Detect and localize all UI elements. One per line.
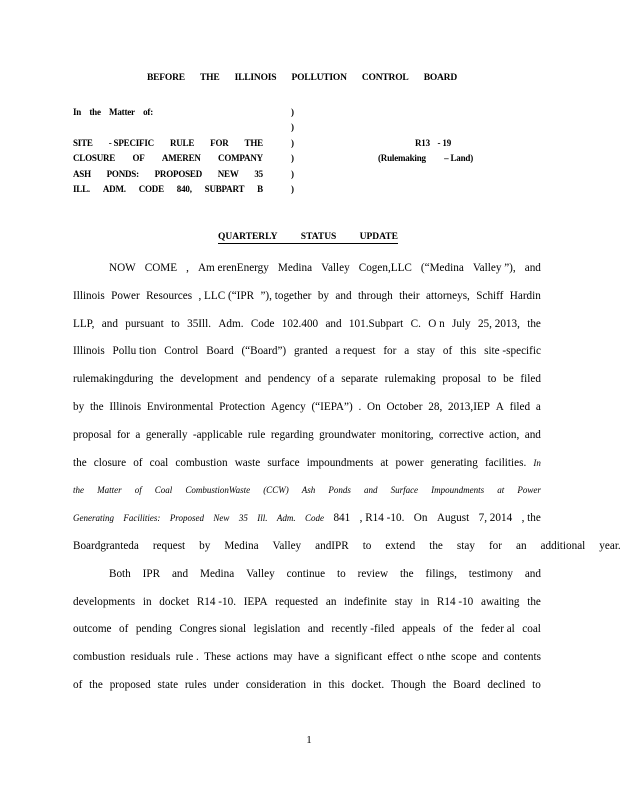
body-word: this xyxy=(328,678,345,691)
body-word: R14 -10 xyxy=(436,595,474,608)
body-word: andIPR xyxy=(315,539,349,552)
caption-title xyxy=(73,169,263,179)
caption-word: RULE xyxy=(169,137,195,148)
body-word: testimony xyxy=(468,567,513,580)
body-word: Impoundments xyxy=(431,485,485,496)
caption-paren: ) xyxy=(291,168,294,179)
body-word: state xyxy=(157,678,179,691)
body-word: rules xyxy=(184,678,207,691)
caption-word: the xyxy=(89,107,101,117)
body-word: to xyxy=(171,317,180,330)
body-word: their xyxy=(399,289,420,302)
caption-word: Matter xyxy=(109,107,135,117)
body-word: COME xyxy=(144,262,178,274)
body-word: R14 -10. xyxy=(196,595,236,608)
body-word: the xyxy=(159,373,174,386)
body-word: at xyxy=(380,456,389,469)
caption-title xyxy=(73,107,153,117)
body-word: On xyxy=(367,400,381,413)
caption-row xyxy=(73,169,553,184)
body-word: combustion xyxy=(73,651,126,664)
body-word: Matter xyxy=(97,485,122,496)
caption-title xyxy=(73,184,263,194)
body-word: filed xyxy=(509,400,531,413)
body-word: Illinois xyxy=(73,289,105,302)
body-word: the xyxy=(527,595,541,608)
body-word: power xyxy=(395,456,424,469)
body-word: 101.Subpart xyxy=(348,317,404,330)
caption-word: 840, xyxy=(176,183,192,194)
body-line xyxy=(73,422,541,450)
body-word: In xyxy=(533,457,541,468)
body-word: On xyxy=(413,512,428,525)
body-word: in xyxy=(142,595,152,608)
caption-paren: ) xyxy=(291,153,294,164)
body-word: Control xyxy=(164,345,199,358)
body-word: regarding xyxy=(270,428,314,441)
body-word: 25, 2013, xyxy=(477,317,520,330)
body-word: effect xyxy=(387,651,413,664)
body-word: combustion xyxy=(175,456,228,469)
caption-word: FOR xyxy=(210,137,229,148)
body-word: the xyxy=(459,623,474,636)
body-word: New xyxy=(213,513,230,524)
body-word: a xyxy=(324,651,330,664)
body-word: (“Medina xyxy=(420,262,464,274)
body-word: a xyxy=(135,428,141,441)
body-word: Power xyxy=(111,289,140,302)
body-word: docket xyxy=(159,595,190,608)
body-word: Medina xyxy=(200,567,235,580)
body-word: the xyxy=(429,539,443,552)
body-word: awaiting xyxy=(480,595,520,608)
body-word: residuals xyxy=(130,651,171,664)
body-word: an xyxy=(515,539,527,552)
body-line xyxy=(73,366,541,394)
body-word: o nthe xyxy=(418,651,446,664)
caption-word: 35 xyxy=(254,168,263,179)
body-word: Illinois xyxy=(109,400,142,413)
caption-word: AMEREN xyxy=(161,153,201,164)
body-word: separate xyxy=(341,373,378,386)
body-word: and xyxy=(335,289,352,302)
body-word: actions xyxy=(236,651,268,664)
body-word: appeals xyxy=(401,623,436,636)
caption-paren: ) xyxy=(291,122,294,133)
caption-word: CODE xyxy=(138,183,164,194)
caption-word: COMPANY xyxy=(218,153,263,164)
body-word: rule xyxy=(247,428,266,441)
body-word: for xyxy=(488,539,502,552)
caption-docket-word: (Rulemaking xyxy=(378,153,426,164)
body-word: Code xyxy=(305,513,325,524)
body-word: request xyxy=(152,539,186,552)
body-word: outcome xyxy=(73,623,112,636)
body-line xyxy=(73,338,541,366)
body-line xyxy=(73,255,541,283)
body-word: in xyxy=(312,678,322,691)
body-word: rule . xyxy=(175,651,199,664)
section-title xyxy=(218,232,398,244)
body-line xyxy=(73,505,541,533)
body-word: by xyxy=(73,400,85,413)
caption-paren: ) xyxy=(291,137,294,148)
body-word: and xyxy=(101,317,118,330)
caption-word: B xyxy=(257,183,263,194)
body-word: Environmental xyxy=(146,400,214,413)
caption-docket xyxy=(415,138,451,148)
body-word: Ash xyxy=(301,485,316,496)
body-word: continue xyxy=(286,567,326,580)
caption-word: PONDS: xyxy=(106,168,139,179)
body-word: Board xyxy=(453,678,481,691)
section-title-word: QUARTERLY xyxy=(218,232,278,242)
body-word: IPR xyxy=(142,567,161,580)
body-word: Medina xyxy=(277,262,313,274)
body-word: pendency xyxy=(267,373,311,386)
body-word: Ponds xyxy=(328,485,351,496)
body-word: feder al xyxy=(480,623,515,636)
body-word: through xyxy=(357,289,393,302)
body-word: Board xyxy=(206,345,234,358)
body-word: to xyxy=(362,539,372,552)
body-word: A xyxy=(495,400,504,413)
body-word: coal xyxy=(149,456,169,469)
body-word: and xyxy=(524,262,541,274)
body-line xyxy=(73,283,541,311)
body-word: O n xyxy=(428,317,445,330)
body-word: C. xyxy=(410,317,421,330)
caption-row xyxy=(73,184,553,199)
caption-docket-word: R13 xyxy=(415,137,430,148)
heading-word: BEFORE xyxy=(147,73,185,83)
body-line xyxy=(73,644,541,672)
body-word: LLP, xyxy=(73,317,95,330)
body-line xyxy=(73,394,541,422)
body-word: contents xyxy=(503,651,541,664)
body-word: Am erenEnergy xyxy=(197,262,269,274)
caption-title xyxy=(73,153,263,163)
caption-word: ADM. xyxy=(102,183,126,194)
section-title-word: STATUS xyxy=(300,232,337,242)
body-word: this xyxy=(460,345,477,358)
case-caption xyxy=(73,107,553,199)
caption-word: - SPECIFIC xyxy=(108,137,154,148)
body-word: Valley xyxy=(246,567,275,580)
body-word: monitoring, xyxy=(381,428,434,441)
caption-word: SITE xyxy=(73,137,93,148)
body-word: and xyxy=(325,317,342,330)
body-line xyxy=(73,561,541,589)
body-word: October xyxy=(386,400,423,413)
body-word: rulemakingduring xyxy=(73,373,154,386)
body-word: Valley ”), xyxy=(472,262,516,274)
body-word: surface xyxy=(267,456,300,469)
body-word: 2013,IEP xyxy=(448,400,490,413)
body-word: legislation xyxy=(253,623,301,636)
body-word: Protection xyxy=(219,400,266,413)
body-word: of xyxy=(119,623,129,636)
body-word: stay xyxy=(417,345,436,358)
body-word: Cogen,LLC xyxy=(358,262,412,274)
body-word: Both xyxy=(109,567,131,580)
body-word: (“IEPA”) xyxy=(311,400,353,413)
body-word: of xyxy=(134,485,142,496)
body-word: 35Ill. xyxy=(187,317,212,330)
body-word: 35 xyxy=(238,513,248,524)
body-word: a request xyxy=(335,345,376,358)
body-word: and xyxy=(482,651,499,664)
body-line xyxy=(73,450,541,478)
body-word: the xyxy=(399,567,414,580)
body-word: consideration xyxy=(245,678,307,691)
section-title-word: UPDATE xyxy=(359,232,398,242)
body-line xyxy=(73,589,541,617)
heading-word: ILLINOIS xyxy=(234,73,277,83)
body-word: CombustionWaste xyxy=(185,485,251,496)
body-word: Generating xyxy=(73,513,114,524)
body-word: and xyxy=(524,428,541,441)
body-word: (“Board”) xyxy=(241,345,287,358)
body-word: at xyxy=(497,485,505,496)
body-word: action, xyxy=(489,428,520,441)
body-word: and xyxy=(307,623,324,636)
body-word: proposal xyxy=(442,373,481,386)
body-word: Pollu tion xyxy=(112,345,157,358)
body-word: Adm. xyxy=(218,317,244,330)
document-heading xyxy=(147,73,457,83)
body-word: and xyxy=(171,567,189,580)
caption-word: OF xyxy=(132,153,145,164)
caption-row xyxy=(73,122,553,137)
caption-word: In xyxy=(73,107,82,117)
body-word: Resources xyxy=(146,289,193,302)
body-word: Facilities: xyxy=(123,513,161,524)
body-word: the xyxy=(73,485,84,496)
body-word: may xyxy=(273,651,293,664)
body-word: Congres sional xyxy=(179,623,247,636)
body-word: stay xyxy=(394,595,413,608)
body-word: requested xyxy=(275,595,319,608)
body-word: , the xyxy=(521,512,541,525)
body-word: , LLC (“IPR xyxy=(198,289,255,302)
body-word: scope xyxy=(451,651,477,664)
body-word: under xyxy=(213,678,239,691)
body-line xyxy=(73,477,541,505)
body-word: waste xyxy=(234,456,261,469)
body-word: for xyxy=(383,345,397,358)
body-word: stay xyxy=(456,539,475,552)
body-word: review xyxy=(357,567,389,580)
body-word: Coal xyxy=(154,485,173,496)
body-word: of a xyxy=(317,373,335,386)
caption-docket-word: – Land) xyxy=(444,153,473,164)
caption-word: NEW xyxy=(217,168,239,179)
body-word: site -specific xyxy=(484,345,541,358)
caption-paren: ) xyxy=(291,107,294,117)
body-word: have xyxy=(298,651,320,664)
body-word: pursuant xyxy=(125,317,164,330)
body-word: 7, 2014 xyxy=(478,512,513,525)
body-word: Valley xyxy=(321,262,350,274)
caption-row xyxy=(73,138,553,153)
body-word: proposal xyxy=(73,428,112,441)
body-word: Boardgranteda xyxy=(73,539,139,552)
body-word: granted xyxy=(294,345,328,358)
body-word: in xyxy=(420,595,430,608)
body-word: Valley xyxy=(272,539,302,552)
body-word: be xyxy=(503,373,514,386)
body-word: and xyxy=(244,373,262,386)
caption-docket-word: - 19 xyxy=(437,137,451,148)
body-word: facilities. xyxy=(484,456,527,469)
body-word: Medina xyxy=(224,539,259,552)
caption-word: of: xyxy=(143,107,153,117)
body-word: to xyxy=(487,373,497,386)
body-word: recently -filed xyxy=(331,623,395,636)
caption-word: ILL. xyxy=(73,183,90,194)
body-word: Ill. xyxy=(257,513,268,524)
body-word: year. xyxy=(599,539,621,552)
body-word: to xyxy=(337,567,346,580)
body-word: proposed xyxy=(109,678,151,691)
heading-word: BOARD xyxy=(423,73,457,83)
heading-word: POLLUTION xyxy=(291,73,347,83)
body-word: significant xyxy=(334,651,383,664)
body-word: groundwater xyxy=(319,428,376,441)
caption-row xyxy=(73,153,553,168)
body-word: Proposed xyxy=(169,513,204,524)
body-word: of xyxy=(442,623,453,636)
body-line xyxy=(73,311,541,339)
body-word: coal xyxy=(522,623,541,636)
body-word: for xyxy=(116,428,130,441)
heading-word: THE xyxy=(200,73,220,83)
body-word: the xyxy=(73,456,87,469)
body-word: the xyxy=(432,678,447,691)
body-word: rulemaking xyxy=(384,373,436,386)
body-word: , xyxy=(186,262,189,274)
body-word: filed xyxy=(520,373,541,386)
body-word: extend xyxy=(385,539,416,552)
body-word: (CCW) xyxy=(263,485,289,496)
body-word: an xyxy=(325,595,337,608)
body-word: a xyxy=(404,345,410,358)
body-word: Adm. xyxy=(276,513,296,524)
body-line xyxy=(73,672,541,700)
body-word: of xyxy=(133,456,143,469)
body-text xyxy=(73,255,621,700)
body-word: generally xyxy=(145,428,188,441)
body-word: docket. xyxy=(351,678,385,691)
body-word: Power xyxy=(517,485,541,496)
body-word: Schiff xyxy=(476,289,504,302)
body-word: a xyxy=(535,400,541,413)
body-line xyxy=(73,616,541,644)
body-word: . xyxy=(358,400,362,413)
caption-docket xyxy=(378,153,473,163)
body-word: Code xyxy=(250,317,275,330)
heading-word: CONTROL xyxy=(361,73,409,83)
body-word: closure xyxy=(93,456,127,469)
body-word: attorneys, xyxy=(426,289,470,302)
body-word: impoundments xyxy=(306,456,374,469)
body-word: by xyxy=(317,289,329,302)
body-word: Surface xyxy=(390,485,419,496)
body-word: filings, xyxy=(425,567,457,580)
body-word: IEPA xyxy=(243,595,268,608)
caption-word: PROPOSED xyxy=(154,168,203,179)
page-number: 1 xyxy=(306,734,312,746)
caption-word: SUBPART xyxy=(204,183,245,194)
body-word: Though xyxy=(390,678,426,691)
body-word: the xyxy=(89,678,103,691)
body-word: by xyxy=(199,539,211,552)
body-word: August xyxy=(436,512,470,525)
body-word: and xyxy=(363,485,378,496)
body-word: These xyxy=(204,651,231,664)
body-word: 28, xyxy=(428,400,443,413)
caption-word: CLOSURE xyxy=(73,153,116,164)
body-word: of xyxy=(442,345,453,358)
body-word: additional xyxy=(540,539,586,552)
body-line xyxy=(73,533,621,561)
body-word: pending xyxy=(135,623,172,636)
caption-title xyxy=(73,138,263,148)
body-word: generating xyxy=(430,456,478,469)
body-word: NOW xyxy=(109,262,136,274)
body-word: indefinite xyxy=(344,595,388,608)
body-word: the xyxy=(89,400,104,413)
body-word: and xyxy=(524,567,541,580)
body-word: the xyxy=(527,317,541,330)
body-word: of xyxy=(73,678,83,691)
caption-word: THE xyxy=(244,137,263,148)
body-word: , R14 -10. xyxy=(359,512,405,525)
body-word: to xyxy=(532,678,541,691)
body-word: development xyxy=(180,373,239,386)
body-word: Agency xyxy=(270,400,306,413)
body-word: developments xyxy=(73,595,136,608)
body-word: ”), together xyxy=(260,289,312,302)
body-word: corrective xyxy=(439,428,484,441)
body-word: July xyxy=(451,317,471,330)
caption-word: ASH xyxy=(73,168,91,179)
caption-paren: ) xyxy=(291,183,294,194)
body-word: Hardin xyxy=(509,289,541,302)
body-word: declined xyxy=(487,678,526,691)
body-word: 102.400 xyxy=(281,317,319,330)
body-word: 841 xyxy=(333,512,351,525)
body-word: Illinois xyxy=(73,345,105,358)
body-word: -applicable xyxy=(192,428,243,441)
caption-row xyxy=(73,107,553,122)
